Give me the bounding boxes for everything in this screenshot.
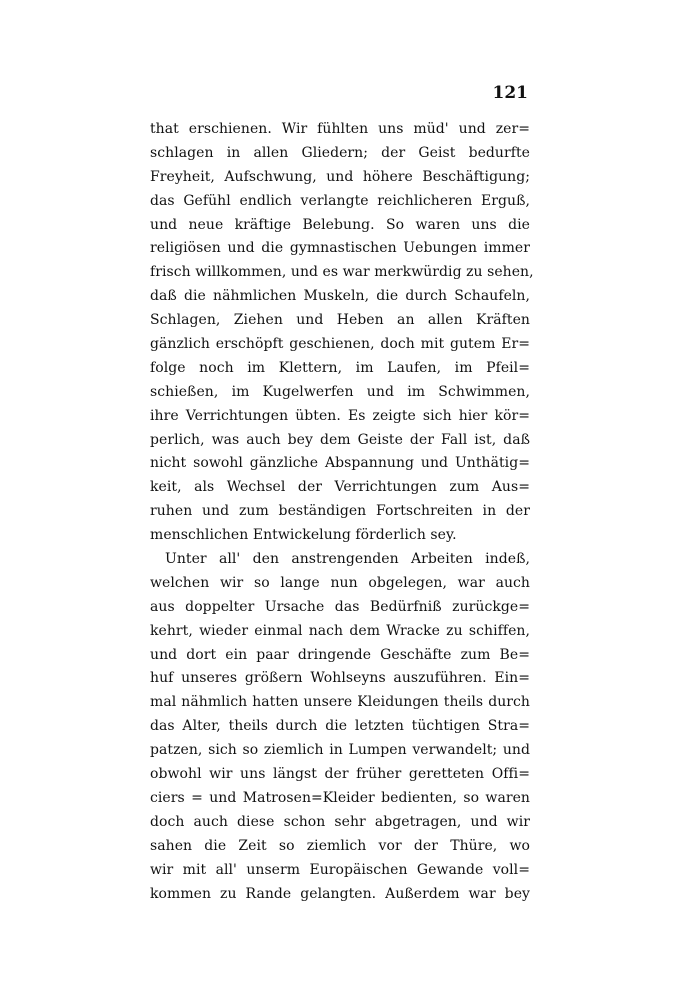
text-line: religiösen und die gymnastischen Uebungen immer: [150, 240, 530, 257]
text-line: obwohl wir uns längst der früher geretteten Offi=: [150, 766, 530, 783]
paragraph-start-line: Unter all' den anstrengenden Arbeiten indeß,: [165, 551, 530, 568]
text-line: that erschienen. Wir fühlten uns müd' und zer=: [150, 121, 530, 137]
paragraph-end-line: menschlichen Entwickelung förderlich sey.: [150, 527, 457, 544]
text-line: das Gefühl endlich verlangte reichlicheren Erguß,: [150, 192, 530, 209]
text-line: nicht sowohl gänzliche Abspannung und Unthätig=: [150, 455, 530, 472]
text-line: schlagen in allen Gliedern; der Geist bedurfte: [150, 144, 530, 161]
text-line: Schlagen, Ziehen und Heben an allen Kräften: [150, 312, 530, 329]
text-line: gänzlich erschöpft geschienen, doch mit gutem Er=: [150, 336, 530, 353]
text-line: keit, als Wechsel der Verrichtungen zum Aus=: [150, 479, 530, 496]
text-line: und dort ein paar dringende Geschäfte zum Be=: [150, 646, 530, 663]
text-line: perlich, was auch bey dem Geiste der Fall ist, daß: [150, 431, 530, 448]
text-line: huf unseres größern Wohlseyns auszuführen. Ein=: [150, 670, 530, 687]
text-line: wir mit all' unserm Europäischen Gewande voll=: [150, 861, 530, 878]
text-line: aus doppelter Ursache das Bedürfniß zurückge=: [150, 598, 530, 615]
text-line: daß die nähmlichen Muskeln, die durch Schaufeln,: [150, 288, 530, 305]
body-text: [150, 118, 534, 906]
text-line: ciers = und Matrosen=Kleider bedienten, so waren: [150, 789, 530, 806]
text-line: sahen die Zeit so ziemlich vor der Thüre, wo: [150, 837, 530, 854]
text-line: das Alter, theils durch die letzten tüchtigen Stra=: [150, 718, 530, 735]
page-number: 121: [492, 83, 528, 103]
text-line: kommen zu Rande gelangten. Außerdem war bey: [150, 885, 530, 902]
text-line: schießen, im Kugelwerfen und im Schwimmen,: [150, 383, 530, 400]
text-line: mal nähmlich hatten unsere Kleidungen theils durch: [150, 694, 530, 711]
text-line: frisch willkommen, und es war merkwürdig zu sehen,: [150, 264, 534, 281]
text-line: ruhen und zum beständigen Fortschreiten in der: [150, 503, 530, 520]
text-line: kehrt, wieder einmal nach dem Wracke zu schiffen,: [150, 622, 530, 639]
text-line: doch auch diese schon sehr abgetragen, und wir: [150, 813, 530, 830]
text-line: patzen, sich so ziemlich in Lumpen verwandelt; und: [150, 742, 530, 759]
text-line: und neue kräftige Belebung. So waren uns die: [150, 216, 530, 233]
text-line: folge noch im Klettern, im Laufen, im Pfeil=: [150, 359, 530, 376]
text-line: welchen wir so lange nun obgelegen, war auch: [150, 574, 530, 591]
text-line: Freyheit, Aufschwung, und höhere Beschäftigung;: [150, 168, 530, 185]
text-line: ihre Verrichtungen übten. Es zeigte sich hier kör=: [150, 407, 530, 424]
